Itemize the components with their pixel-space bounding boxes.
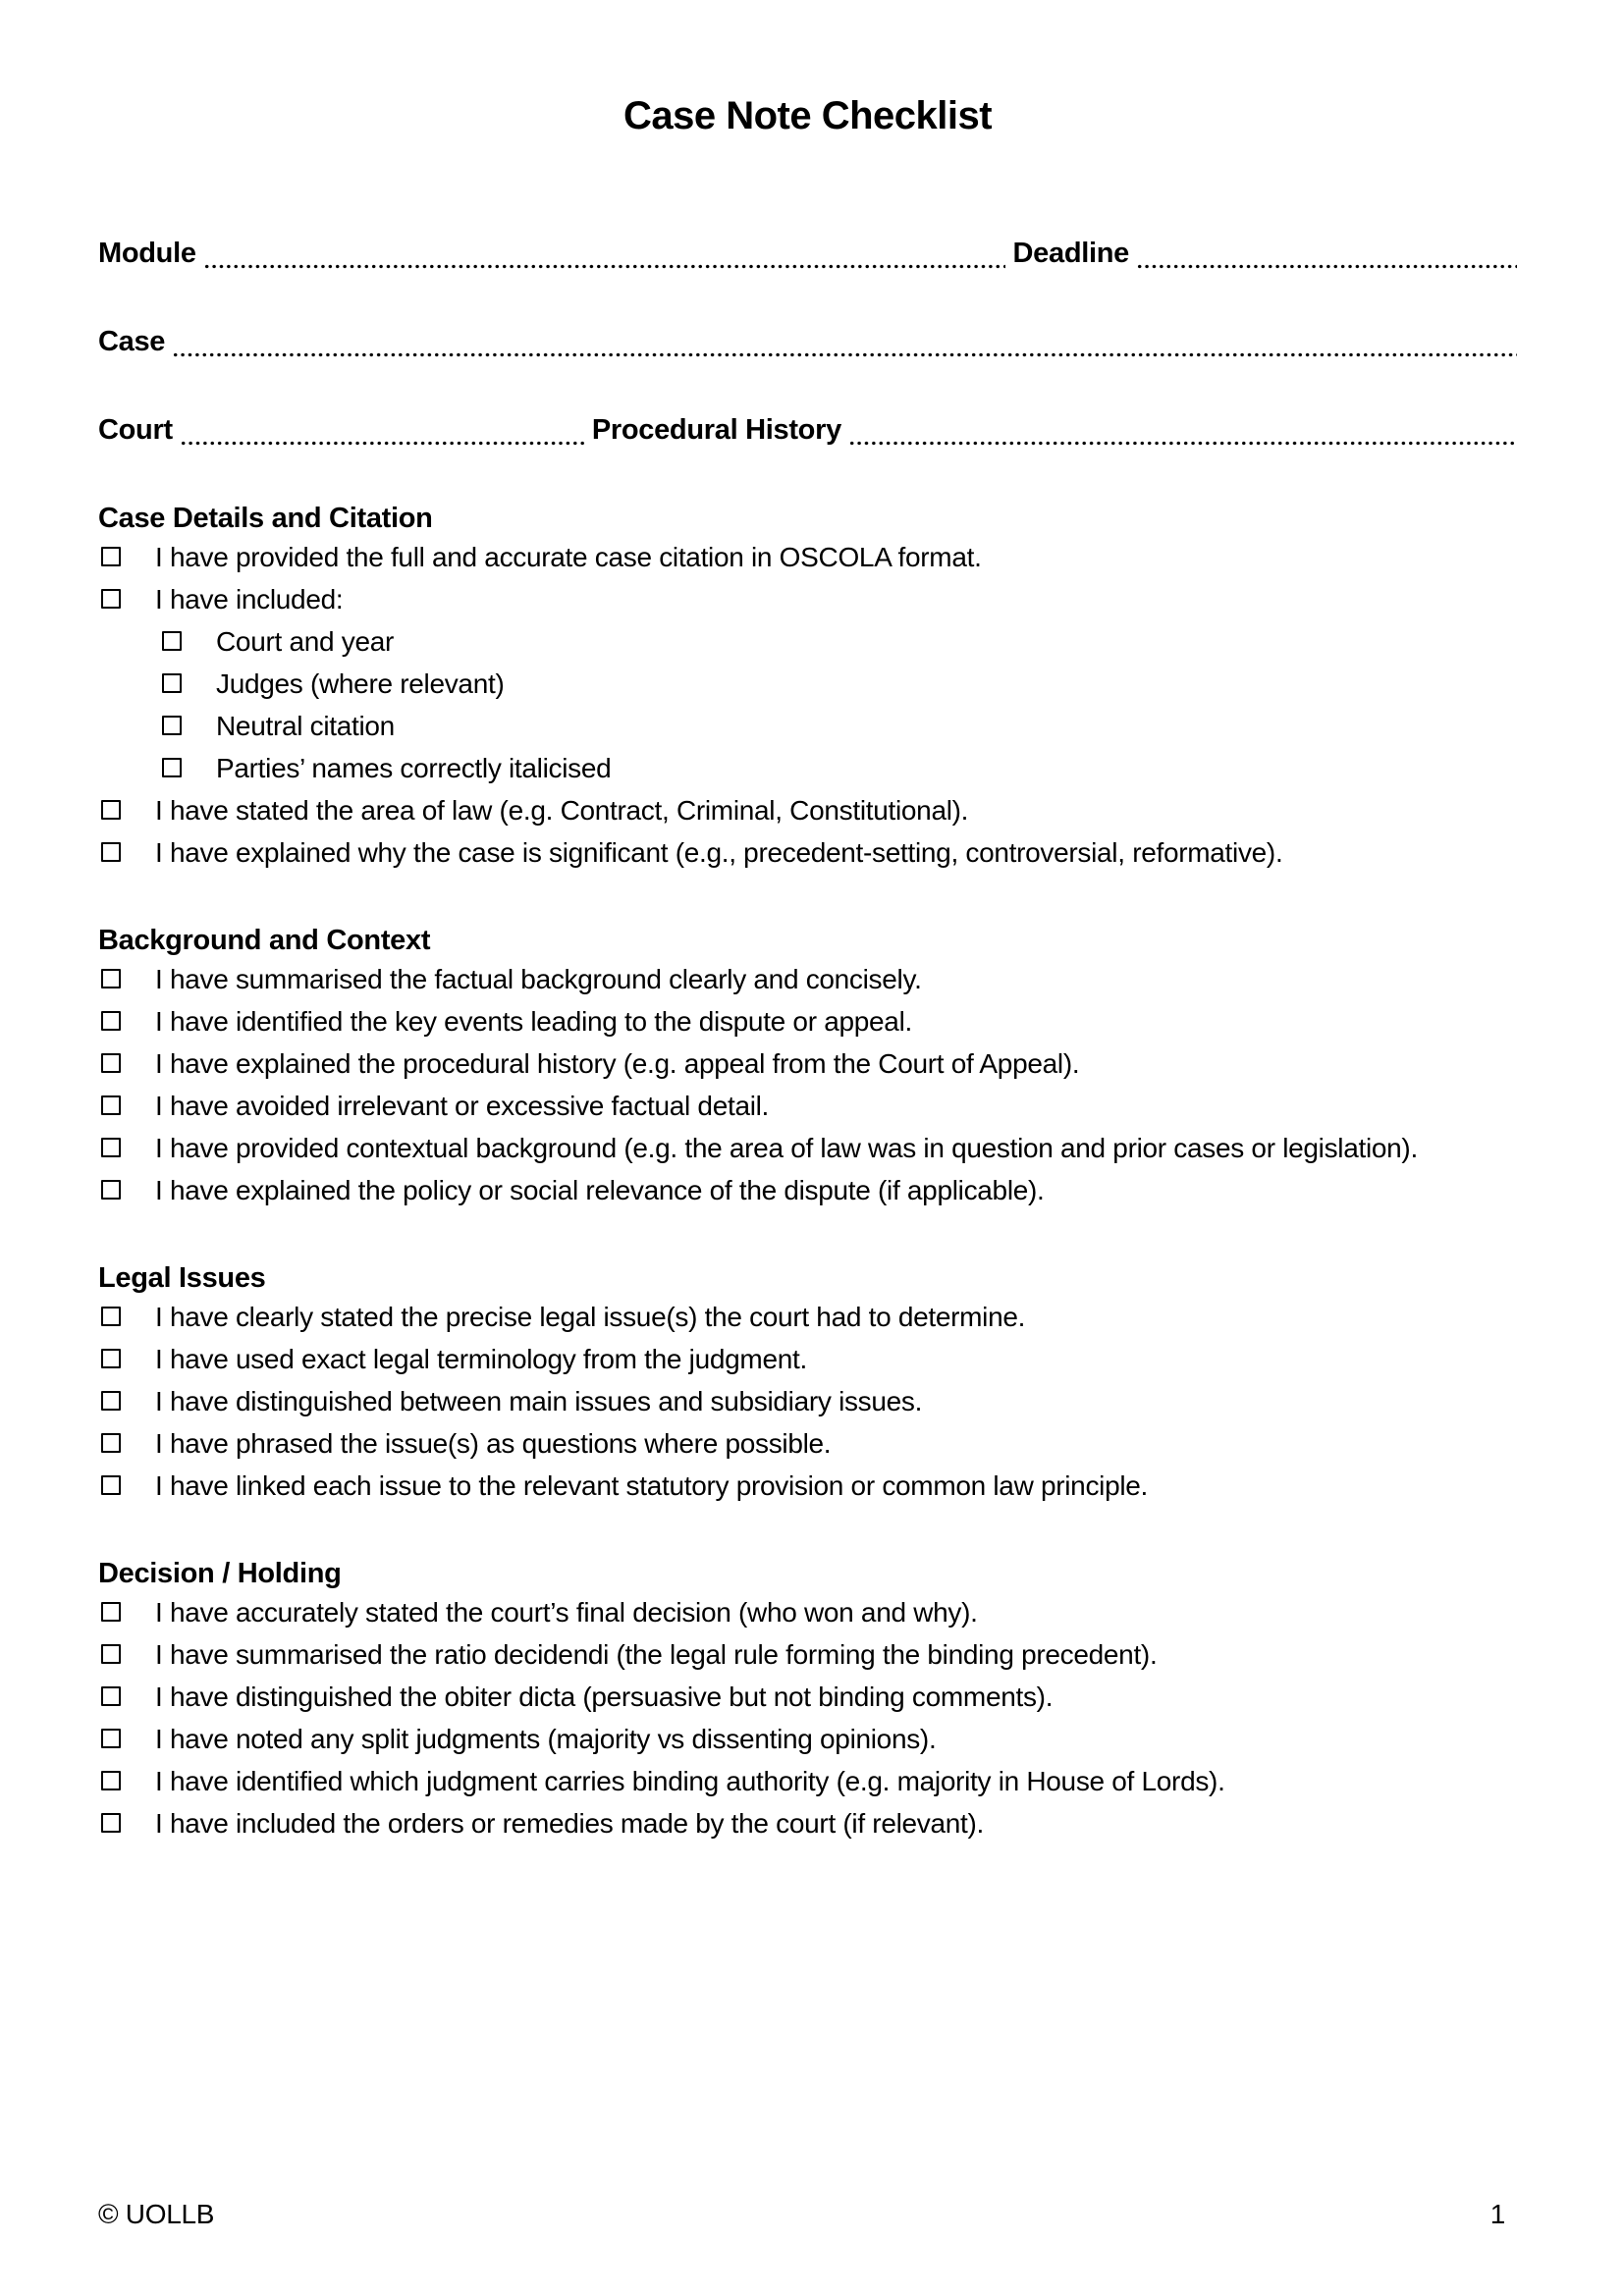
checkbox-icon[interactable] xyxy=(101,1729,121,1748)
page-number: 1 xyxy=(1489,2199,1505,2229)
checklist-item-text: I have clearly stated the precise legal issue(s) the court had to determine. xyxy=(155,1302,1026,1332)
deadline-fill-line xyxy=(1136,232,1517,275)
checklist-item xyxy=(98,1380,1517,1422)
checkbox-icon[interactable] xyxy=(101,1644,121,1664)
checklist-item xyxy=(98,1000,1517,1042)
checklist-section xyxy=(98,1260,1517,1507)
checkbox-icon[interactable] xyxy=(101,1053,121,1073)
checklist-item-text: Neutral citation xyxy=(216,711,395,741)
procedural-history-label: Procedural History xyxy=(591,414,841,446)
checklist-item xyxy=(98,1465,1517,1507)
checklist-item-text: I have provided contextual background (e.g. the area of law was in question and prior cases or legislation). xyxy=(155,1133,1418,1163)
checkbox-icon[interactable] xyxy=(101,1307,121,1326)
checklist-item xyxy=(98,958,1517,1000)
checklist-item-text: I have avoided irrelevant or excessive factual detail. xyxy=(155,1091,770,1121)
checklist-item xyxy=(159,747,1517,789)
page-title: Case Note Checklist xyxy=(622,94,993,137)
module-fill-line xyxy=(203,232,1005,275)
checklist-item xyxy=(98,831,1517,874)
checkbox-icon[interactable] xyxy=(101,1433,121,1453)
checkbox-icon[interactable] xyxy=(162,673,182,693)
checkbox-icon[interactable] xyxy=(101,1391,121,1411)
checklist-item-text: I have summarised the factual background clearly and concisely. xyxy=(155,964,922,994)
checklist-item-text: I have explained the policy or social relevance of the dispute (if applicable). xyxy=(155,1175,1045,1205)
checklist-item-text: I have provided the full and accurate case citation in OSCOLA format. xyxy=(155,542,982,572)
checklist-item-text: I have included: xyxy=(155,584,344,614)
section-heading: Legal Issues xyxy=(98,1262,266,1294)
checkbox-icon[interactable] xyxy=(101,1011,121,1031)
checklist-item-text: I have included the orders or remedies made by the court (if relevant). xyxy=(155,1808,985,1839)
checklist-item-text: I have noted any split judgments (majority vs dissenting opinions). xyxy=(155,1724,937,1754)
checklist-item-text: I have accurately stated the court’s final decision (who won and why). xyxy=(155,1597,978,1628)
checklist-item-text: Parties’ names correctly italicised xyxy=(216,753,612,783)
checkbox-icon[interactable] xyxy=(101,1602,121,1622)
checklist-item xyxy=(98,1591,1517,1633)
page-footer xyxy=(98,2197,1505,2232)
checklist-item-text: I have identified which judgment carries binding authority (e.g. majority in House of Lords). xyxy=(155,1766,1225,1796)
checklist-item xyxy=(98,1169,1517,1211)
checkbox-icon[interactable] xyxy=(101,1475,121,1495)
checkbox-icon[interactable] xyxy=(101,969,121,988)
checklist-item-text: I have used exact legal terminology from the judgment. xyxy=(155,1344,807,1374)
checklist-item xyxy=(98,1760,1517,1802)
checklist-item xyxy=(98,1718,1517,1760)
checklist-item xyxy=(98,536,1517,578)
checkbox-icon[interactable] xyxy=(162,631,182,651)
checklist-item xyxy=(98,1085,1517,1127)
checklist-section xyxy=(98,501,1517,874)
checklist-item xyxy=(159,663,1517,705)
section-heading: Background and Context xyxy=(98,925,431,956)
checklist-item xyxy=(98,1042,1517,1085)
copyright-text: © UOLLB xyxy=(98,2199,215,2229)
module-deadline-row xyxy=(98,232,1517,275)
section-heading: Case Details and Citation xyxy=(98,503,433,534)
checklist-item-text: I have explained why the case is significant (e.g., precedent-setting, controversial, reformative). xyxy=(155,837,1283,868)
checklist-item-text: Court and year xyxy=(216,626,395,657)
court-label: Court xyxy=(98,414,173,446)
checklist-item-text: I have explained the procedural history (e.g. appeal from the Court of Appeal). xyxy=(155,1048,1080,1079)
section-heading: Decision / Holding xyxy=(98,1558,342,1589)
checkbox-icon[interactable] xyxy=(101,1349,121,1368)
checklist-sections xyxy=(98,501,1517,1844)
checklist-item xyxy=(98,1296,1517,1338)
case-label: Case xyxy=(98,326,166,357)
checkbox-icon[interactable] xyxy=(101,1095,121,1115)
checklist-item xyxy=(159,705,1517,747)
checklist-item xyxy=(98,1127,1517,1169)
checklist-item-text: I have phrased the issue(s) as questions where possible. xyxy=(155,1428,832,1459)
checklist-item-text: I have distinguished between main issues and subsidiary issues. xyxy=(155,1386,923,1416)
checkbox-icon[interactable] xyxy=(101,1686,121,1706)
checkbox-icon[interactable] xyxy=(162,716,182,735)
checklist-item xyxy=(98,1633,1517,1676)
checkbox-icon[interactable] xyxy=(101,800,121,820)
checklist-item-text: I have linked each issue to the relevant statutory provision or common law principle. xyxy=(155,1470,1149,1501)
checklist-section xyxy=(98,923,1517,1211)
court-row xyxy=(98,408,1517,452)
checklist-item xyxy=(98,1422,1517,1465)
case-fill-line xyxy=(172,320,1517,363)
checklist-item-text: I have identified the key events leading to the dispute or appeal. xyxy=(155,1006,912,1037)
checkbox-icon[interactable] xyxy=(101,1813,121,1833)
deadline-label: Deadline xyxy=(1012,238,1129,269)
checkbox-icon[interactable] xyxy=(101,1771,121,1790)
checkbox-icon[interactable] xyxy=(101,842,121,862)
module-label: Module xyxy=(98,238,196,269)
checkbox-icon[interactable] xyxy=(162,758,182,777)
checkbox-icon[interactable] xyxy=(101,589,121,609)
checklist-item xyxy=(98,789,1517,831)
checkbox-icon[interactable] xyxy=(101,1138,121,1157)
case-row xyxy=(98,320,1517,363)
checklist-item-text: I have summarised the ratio decidendi (the legal rule forming the binding precedent). xyxy=(155,1639,1158,1670)
checklist-item xyxy=(98,1676,1517,1718)
checklist-item xyxy=(98,1802,1517,1844)
checklist-item xyxy=(159,620,1517,663)
checkbox-icon[interactable] xyxy=(101,1180,121,1200)
checkbox-icon[interactable] xyxy=(101,547,121,566)
checklist-item-text: I have distinguished the obiter dicta (persuasive but not binding comments). xyxy=(155,1682,1054,1712)
checklist-item xyxy=(98,1338,1517,1380)
procedural-history-fill-line xyxy=(848,408,1517,452)
court-fill-line xyxy=(180,408,584,452)
checklist-item-text: Judges (where relevant) xyxy=(216,668,505,699)
checklist-section xyxy=(98,1556,1517,1844)
checklist-item xyxy=(98,578,1517,620)
checklist-item-text: I have stated the area of law (e.g. Contract, Criminal, Constitutional). xyxy=(155,795,969,826)
